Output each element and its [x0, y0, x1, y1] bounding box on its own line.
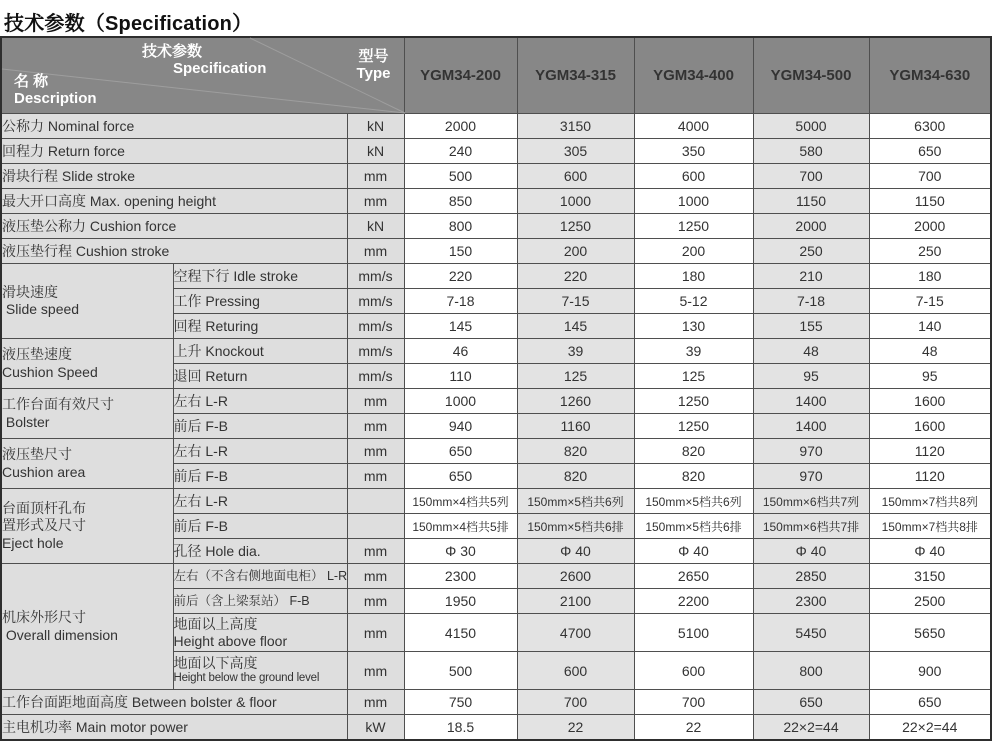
unit-cell: mm: [347, 389, 404, 414]
value-cell: 140: [869, 314, 991, 339]
value-cell: 1000: [634, 189, 753, 214]
value-cell: 150mm×4档共5列: [404, 489, 517, 514]
value-cell: 22×2=44: [753, 715, 869, 741]
value-cell: 125: [517, 364, 634, 389]
parameter-label-cell: 液压垫行程 Cushion stroke: [1, 239, 347, 264]
value-cell: Φ 40: [634, 539, 753, 564]
value-cell: 48: [753, 339, 869, 364]
sub-parameter-cell: 空程下行 Idle stroke: [173, 264, 347, 289]
value-cell: 940: [404, 414, 517, 439]
unit-cell: mm: [347, 690, 404, 715]
value-cell: 150mm×7档共8排: [869, 514, 991, 539]
model-header: YGM34-500: [753, 37, 869, 114]
table-row: [1, 264, 991, 289]
value-cell: 305: [517, 139, 634, 164]
value-cell: 580: [753, 139, 869, 164]
group-label-cell: 液压垫速度 Cushion Speed: [1, 339, 173, 389]
unit-cell: kN: [347, 114, 404, 139]
value-cell: 2500: [869, 589, 991, 614]
sub-parameter-cell: 孔径 Hole dia.: [173, 539, 347, 564]
value-cell: 1250: [634, 214, 753, 239]
unit-cell: [347, 489, 404, 514]
value-cell: 1400: [753, 389, 869, 414]
value-cell: 1250: [634, 389, 753, 414]
unit-cell: mm: [347, 539, 404, 564]
sub-parameter-cell: 地面以上高度 Height above floor: [173, 614, 347, 652]
value-cell: 5650: [869, 614, 991, 652]
value-cell: 970: [753, 464, 869, 489]
value-cell: 150mm×5档共6列: [634, 489, 753, 514]
value-cell: 6300: [869, 114, 991, 139]
table-row: [1, 189, 991, 214]
value-cell: 95: [869, 364, 991, 389]
value-cell: 5450: [753, 614, 869, 652]
sub-parameter-cell: 地面以下高度 Height below the ground level: [173, 652, 347, 690]
value-cell: 350: [634, 139, 753, 164]
value-cell: Φ 40: [869, 539, 991, 564]
group-label-cell: 台面顶杆孔布 置形式及尺寸 Eject hole: [1, 489, 173, 564]
value-cell: 7-18: [404, 289, 517, 314]
value-cell: 145: [517, 314, 634, 339]
value-cell: Φ 30: [404, 539, 517, 564]
value-cell: 600: [517, 652, 634, 690]
value-cell: 1150: [753, 189, 869, 214]
value-cell: 1000: [517, 189, 634, 214]
value-cell: 5000: [753, 114, 869, 139]
model-header: YGM34-315: [517, 37, 634, 114]
model-header: YGM34-630: [869, 37, 991, 114]
value-cell: 210: [753, 264, 869, 289]
value-cell: 7-18: [753, 289, 869, 314]
value-cell: 150: [404, 239, 517, 264]
unit-cell: mm: [347, 614, 404, 652]
sub-parameter-cell: 工作 Pressing: [173, 289, 347, 314]
value-cell: 125: [634, 364, 753, 389]
value-cell: Φ 40: [517, 539, 634, 564]
sub-parameter-cell: 回程 Returing: [173, 314, 347, 339]
value-cell: 650: [869, 690, 991, 715]
unit-cell: kN: [347, 214, 404, 239]
value-cell: 22: [517, 715, 634, 741]
sub-parameter-cell: 左右 L-R: [173, 489, 347, 514]
unit-cell: kW: [347, 715, 404, 741]
value-cell: 2000: [404, 114, 517, 139]
value-cell: 800: [753, 652, 869, 690]
unit-cell: [347, 514, 404, 539]
parameter-label-cell: 工作台面距地面高度 Between bolster & floor: [1, 690, 347, 715]
value-cell: 250: [753, 239, 869, 264]
value-cell: 39: [634, 339, 753, 364]
value-cell: 48: [869, 339, 991, 364]
value-cell: 600: [634, 652, 753, 690]
spec-table: [0, 36, 992, 741]
value-cell: 1600: [869, 414, 991, 439]
unit-cell: mm/s: [347, 264, 404, 289]
table-row: [1, 214, 991, 239]
value-cell: 600: [634, 164, 753, 189]
value-cell: 150mm×6档共7排: [753, 514, 869, 539]
table-row: [1, 164, 991, 189]
unit-cell: mm/s: [347, 289, 404, 314]
model-header: YGM34-200: [404, 37, 517, 114]
value-cell: 150mm×7档共8列: [869, 489, 991, 514]
value-cell: 1120: [869, 464, 991, 489]
model-header: YGM34-400: [634, 37, 753, 114]
value-cell: 700: [753, 164, 869, 189]
unit-cell: mm: [347, 464, 404, 489]
parameter-label-cell: 滑块行程 Slide stroke: [1, 164, 347, 189]
value-cell: 650: [753, 690, 869, 715]
parameter-label-cell: 液压垫公称力 Cushion force: [1, 214, 347, 239]
value-cell: 1400: [753, 414, 869, 439]
value-cell: 820: [634, 439, 753, 464]
unit-cell: kN: [347, 139, 404, 164]
value-cell: 150mm×6档共7列: [753, 489, 869, 514]
value-cell: 700: [869, 164, 991, 189]
table-row: [1, 439, 991, 464]
value-cell: 200: [634, 239, 753, 264]
unit-cell: mm: [347, 439, 404, 464]
table-row: [1, 139, 991, 164]
value-cell: 22: [634, 715, 753, 741]
parameter-label-cell: 回程力 Return force: [1, 139, 347, 164]
unit-cell: mm: [347, 589, 404, 614]
value-cell: 1160: [517, 414, 634, 439]
value-cell: 2850: [753, 564, 869, 589]
value-cell: 820: [517, 439, 634, 464]
value-cell: 2300: [404, 564, 517, 589]
parameter-label-cell: 最大开口高度 Max. opening height: [1, 189, 347, 214]
table-row: [1, 715, 991, 741]
value-cell: 3150: [517, 114, 634, 139]
value-cell: 7-15: [517, 289, 634, 314]
value-cell: 1000: [404, 389, 517, 414]
unit-cell: mm: [347, 189, 404, 214]
value-cell: 820: [634, 464, 753, 489]
value-cell: 110: [404, 364, 517, 389]
value-cell: 1150: [869, 189, 991, 214]
value-cell: 2000: [869, 214, 991, 239]
value-cell: 1250: [517, 214, 634, 239]
corner-type-label: 型号 Type: [356, 48, 391, 83]
value-cell: 4700: [517, 614, 634, 652]
sub-parameter-cell: 前后 F-B: [173, 464, 347, 489]
value-cell: 650: [404, 439, 517, 464]
group-label-cell: 机床外形尺寸 Overall dimension: [1, 564, 173, 690]
value-cell: 500: [404, 652, 517, 690]
value-cell: 3150: [869, 564, 991, 589]
unit-cell: mm/s: [347, 314, 404, 339]
table-row: [1, 690, 991, 715]
value-cell: 650: [869, 139, 991, 164]
value-cell: 900: [869, 652, 991, 690]
value-cell: 5100: [634, 614, 753, 652]
sub-parameter-cell: 左右 L-R: [173, 439, 347, 464]
sub-parameter-cell: 左右（不含右侧地面电柜） L-R: [173, 564, 347, 589]
table-row: [1, 389, 991, 414]
value-cell: 2200: [634, 589, 753, 614]
parameter-label-cell: 公称力 Nominal force: [1, 114, 347, 139]
value-cell: 1260: [517, 389, 634, 414]
table-row: [1, 489, 991, 514]
value-cell: 2650: [634, 564, 753, 589]
value-cell: 150mm×5档共6排: [634, 514, 753, 539]
value-cell: 850: [404, 189, 517, 214]
value-cell: 5-12: [634, 289, 753, 314]
unit-cell: mm: [347, 414, 404, 439]
value-cell: 145: [404, 314, 517, 339]
value-cell: 1600: [869, 389, 991, 414]
value-cell: 220: [517, 264, 634, 289]
table-row: [1, 339, 991, 364]
value-cell: 150mm×5档共6列: [517, 489, 634, 514]
value-cell: 39: [517, 339, 634, 364]
value-cell: 150mm×5档共6排: [517, 514, 634, 539]
unit-cell: mm/s: [347, 339, 404, 364]
value-cell: 1950: [404, 589, 517, 614]
group-label-cell: 液压垫尺寸 Cushion area: [1, 439, 173, 489]
sub-parameter-cell: 左右 L-R: [173, 389, 347, 414]
value-cell: 970: [753, 439, 869, 464]
group-label-cell: 工作台面有效尺寸 Bolster: [1, 389, 173, 439]
sub-parameter-cell: 退回 Return: [173, 364, 347, 389]
sub-parameter-cell: 前后（含上梁泵站） F-B: [173, 589, 347, 614]
spec-table-body: [1, 114, 991, 741]
value-cell: 180: [634, 264, 753, 289]
value-cell: 150mm×4档共5排: [404, 514, 517, 539]
table-row: [1, 239, 991, 264]
value-cell: 2000: [753, 214, 869, 239]
value-cell: 22×2=44: [869, 715, 991, 741]
value-cell: Φ 40: [753, 539, 869, 564]
value-cell: 4000: [634, 114, 753, 139]
value-cell: 200: [517, 239, 634, 264]
value-cell: 7-15: [869, 289, 991, 314]
unit-cell: mm: [347, 652, 404, 690]
unit-cell: mm: [347, 164, 404, 189]
value-cell: 46: [404, 339, 517, 364]
corner-description-label: 名 称 Description: [14, 72, 97, 107]
value-cell: 500: [404, 164, 517, 189]
value-cell: 240: [404, 139, 517, 164]
unit-cell: mm: [347, 239, 404, 264]
sub-parameter-cell: 上升 Knockout: [173, 339, 347, 364]
unit-cell: mm: [347, 564, 404, 589]
sub-parameter-cell: 前后 F-B: [173, 514, 347, 539]
value-cell: 650: [404, 464, 517, 489]
value-cell: 1120: [869, 439, 991, 464]
value-cell: 180: [869, 264, 991, 289]
table-row: [1, 114, 991, 139]
parameter-label-cell: 主电机功率 Main motor power: [1, 715, 347, 741]
group-label-cell: 滑块速度 Slide speed: [1, 264, 173, 339]
page-title: 技术参数（Specification）: [4, 13, 253, 35]
value-cell: 95: [753, 364, 869, 389]
value-cell: 220: [404, 264, 517, 289]
value-cell: 2600: [517, 564, 634, 589]
corner-spec-label: 技术参数 Specification: [142, 43, 267, 78]
value-cell: 130: [634, 314, 753, 339]
value-cell: 18.5: [404, 715, 517, 741]
value-cell: 750: [404, 690, 517, 715]
corner-header-cell: [1, 37, 404, 114]
value-cell: 4150: [404, 614, 517, 652]
value-cell: 700: [517, 690, 634, 715]
value-cell: 155: [753, 314, 869, 339]
value-cell: 2300: [753, 589, 869, 614]
sub-parameter-cell: 前后 F-B: [173, 414, 347, 439]
value-cell: 2100: [517, 589, 634, 614]
value-cell: 600: [517, 164, 634, 189]
value-cell: 1250: [634, 414, 753, 439]
value-cell: 700: [634, 690, 753, 715]
unit-cell: mm/s: [347, 364, 404, 389]
header-row: [1, 37, 991, 114]
value-cell: 800: [404, 214, 517, 239]
table-row: [1, 564, 991, 589]
value-cell: 250: [869, 239, 991, 264]
value-cell: 820: [517, 464, 634, 489]
